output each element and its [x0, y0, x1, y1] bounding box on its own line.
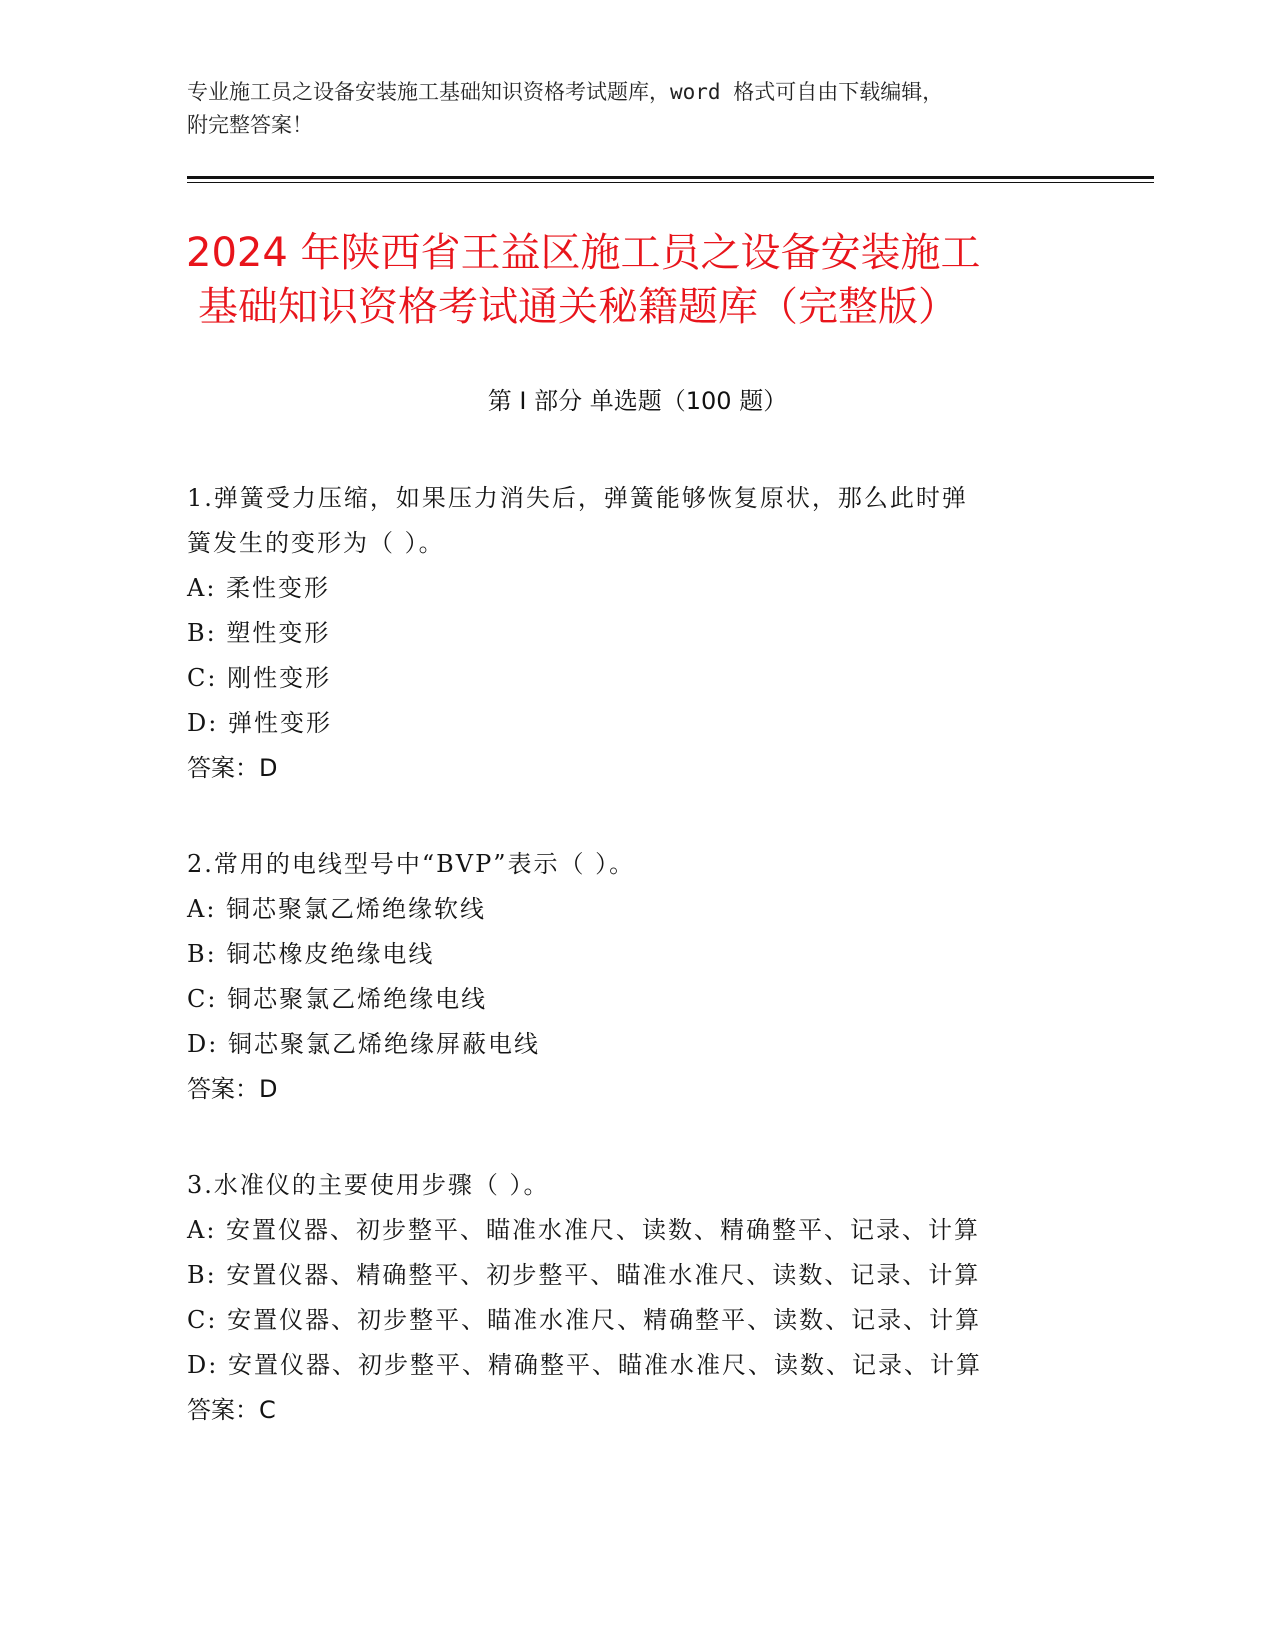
question-2 — [187, 842, 1087, 1112]
option-d: D: 安置仪器、初步整平、精确整平、瞄准水准尺、读数、记录、计算 — [187, 1351, 982, 1379]
question-stem: 3.水准仪的主要使用步骤（ ）。 — [187, 1171, 550, 1199]
option-d: D: 弹性变形 — [187, 709, 332, 737]
question-stem: 1.弹簧受力压缩，如果压力消失后，弹簧能够恢复原状，那么此时弹 — [187, 484, 968, 512]
answer-line: 答案：D — [187, 754, 278, 782]
question-stem-continued: 簧发生的变形为（ ）。 — [187, 529, 445, 557]
header-note — [187, 76, 1067, 142]
option-a: A: 安置仪器、初步整平、瞄准水准尺、读数、精确整平、记录、计算 — [187, 1216, 981, 1244]
document-title-line-2: 基础知识资格考试通关秘籍题库（完整版） — [198, 284, 958, 330]
header-divider-thick — [187, 176, 1154, 179]
option-c: C: 安置仪器、初步整平、瞄准水准尺、精确整平、读数、记录、计算 — [187, 1306, 982, 1334]
option-b: B: 塑性变形 — [187, 619, 331, 647]
question-list — [187, 476, 1087, 1484]
option-b: B: 铜芯橡皮绝缘电线 — [187, 940, 435, 968]
question-stem: 2.常用的电线型号中“BVP”表示（ ）。 — [187, 850, 636, 878]
option-c: C: 刚性变形 — [187, 664, 332, 692]
question-3 — [187, 1163, 1087, 1433]
header-note-line-1: 专业施工员之设备安装施工基础知识资格考试题库，word 格式可自由下载编辑， — [187, 80, 944, 104]
option-a: A: 铜芯聚氯乙烯绝缘软线 — [187, 895, 487, 923]
option-c: C: 铜芯聚氯乙烯绝缘电线 — [187, 985, 488, 1013]
section-heading: 第 I 部分 单选题（100 题） — [487, 387, 788, 415]
option-d: D: 铜芯聚氯乙烯绝缘屏蔽电线 — [187, 1030, 540, 1058]
option-a: A: 柔性变形 — [187, 574, 331, 602]
answer-line: 答案：D — [187, 1075, 278, 1103]
answer-line: 答案：C — [187, 1396, 276, 1424]
question-1 — [187, 476, 1087, 791]
option-b: B: 安置仪器、精确整平、初步整平、瞄准水准尺、读数、记录、计算 — [187, 1261, 981, 1289]
header-divider-thin — [187, 182, 1154, 183]
document-title-line-1: 2024 年陕西省王益区施工员之设备安装施工 — [186, 230, 981, 276]
document-title — [186, 226, 1086, 334]
header-note-line-2: 附完整答案！ — [187, 113, 313, 137]
